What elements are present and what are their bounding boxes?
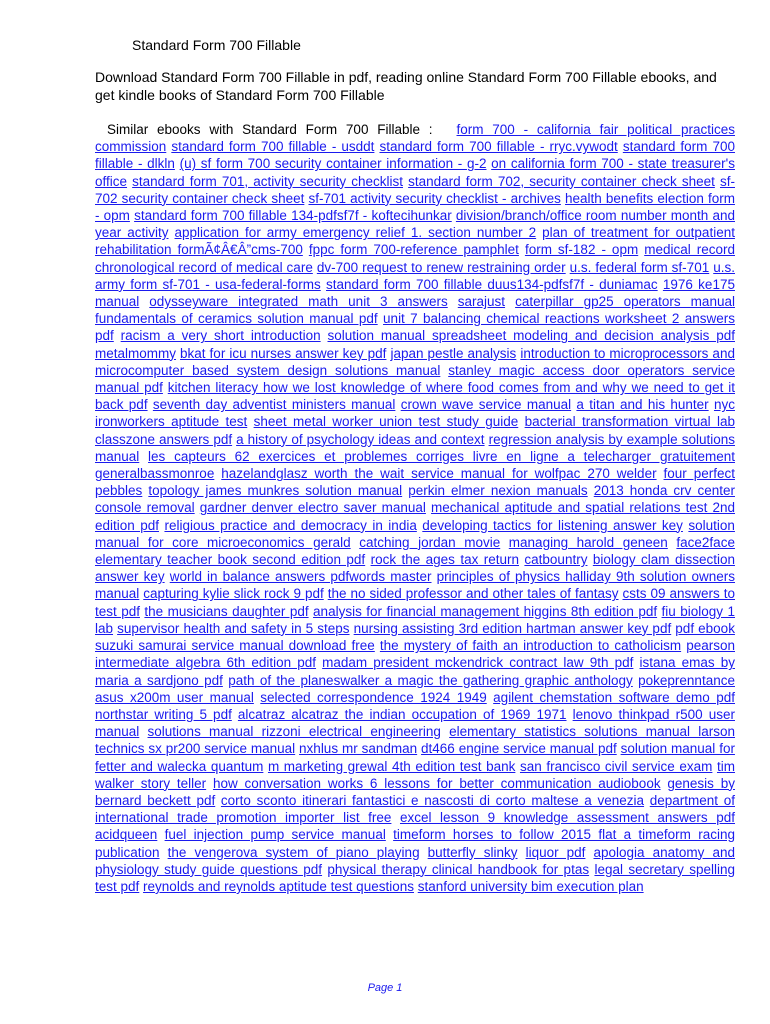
ebook-link[interactable]: nxhlus mr sandman bbox=[299, 741, 418, 757]
ebook-link[interactable]: butterfly slinky bbox=[427, 844, 518, 860]
ebook-link[interactable]: bacterial transformation virtual lab classzone answers pdf bbox=[95, 414, 735, 447]
ebook-link[interactable]: rock the ages tax return bbox=[370, 552, 519, 568]
ebook-link[interactable]: regression analysis by example solutions manual bbox=[95, 431, 735, 464]
ebook-link[interactable]: fundamentals of ceramics solution manual pdf bbox=[95, 311, 378, 327]
ebook-link[interactable]: biology clam dissection answer key bbox=[95, 552, 735, 585]
ebook-link[interactable]: managing harold geneen bbox=[508, 534, 668, 550]
ebook-link[interactable]: the musicians daughter pdf bbox=[144, 603, 309, 619]
ebook-link[interactable]: fppc form 700-reference pamphlet bbox=[308, 242, 519, 258]
ebook-link[interactable]: division/branch/office room number month and year activity bbox=[95, 208, 735, 241]
ebook-link[interactable]: agilent chemstation software demo pdf bbox=[493, 689, 735, 705]
ebook-link[interactable]: fuel injection pump service manual bbox=[164, 827, 386, 843]
ebook-link[interactable]: legal secretary spelling test pdf bbox=[95, 861, 735, 894]
ebook-link[interactable]: the no sided professor and other tales of fantasy bbox=[327, 586, 619, 602]
similar-ebooks-label: Similar ebooks with Standard Form 700 Fillable : bbox=[107, 122, 433, 137]
ebook-link[interactable]: fiu biology 1 lab bbox=[95, 603, 735, 636]
similar-ebooks-list bbox=[95, 121, 735, 895]
ebook-link[interactable]: a history of psychology ideas and context bbox=[236, 431, 485, 447]
ebook-link[interactable]: apologia anatomy and physiology study guide questions pdf bbox=[95, 844, 735, 877]
ebook-link[interactable]: analysis for financial management higgins 8th edition pdf bbox=[313, 603, 658, 619]
ebook-link[interactable]: (u) sf form 700 security container information - g-2 bbox=[179, 156, 487, 172]
ebook-link[interactable]: world in balance answers pdfwords master bbox=[169, 569, 432, 585]
ebook-link[interactable]: dv-700 request to renew restraining order bbox=[316, 259, 566, 275]
ebook-link[interactable]: asus x200m user manual bbox=[95, 689, 254, 705]
ebook-link[interactable]: plan of treatment for outpatient rehabilitation formÃ¢Â€Â”cms-700 bbox=[95, 225, 735, 258]
ebook-link[interactable]: capturing kylie slick rock 9 pdf bbox=[143, 586, 324, 602]
ebook-link[interactable]: path of the planeswalker a magic the gathering graphic anthology bbox=[228, 672, 633, 688]
ebook-link[interactable]: nyc ironworkers aptitude test bbox=[95, 397, 735, 430]
ebook-link[interactable]: stanley magic access door operators service manual pdf bbox=[95, 362, 735, 396]
ebook-link[interactable]: supervisor health and safety in 5 steps bbox=[117, 620, 350, 636]
ebook-link[interactable]: pokeprenntance bbox=[638, 672, 735, 688]
ebook-link[interactable]: gardner denver electro saver manual bbox=[199, 500, 426, 516]
ebook-link[interactable]: reynolds and reynolds aptitude test questions bbox=[143, 878, 414, 894]
ebook-link[interactable]: standard form 700 fillable - rryc.vywodt bbox=[379, 139, 618, 155]
intro-paragraph: Download Standard Form 700 Fillable in pdf, reading online Standard Form 700 Fillable ebooks, and get kindle books of Standard Form 700 Fillable bbox=[95, 69, 717, 103]
ebook-link[interactable]: timeform horses to follow 2015 flat a timeform racing publication bbox=[95, 827, 735, 860]
ebook-link[interactable]: on california form 700 - state treasurer's office bbox=[95, 156, 735, 189]
ebook-link[interactable]: solution manual for core microeconomics gerald bbox=[95, 517, 735, 550]
ebook-link[interactable]: liquor pdf bbox=[525, 844, 586, 860]
ebook-link[interactable]: topology james munkres solution manual bbox=[148, 483, 403, 499]
ebook-link[interactable]: stanford university bim execution plan bbox=[417, 878, 644, 894]
ebook-link[interactable]: odysseyware integrated math unit 3 answers bbox=[149, 294, 448, 310]
ebook-link[interactable]: pearson intermediate algebra 6th edition pdf bbox=[95, 638, 735, 671]
ebook-link[interactable]: standard form 702, security container check sheet bbox=[408, 173, 715, 189]
ebook-link[interactable]: istana emas by maria a sardjono pdf bbox=[95, 655, 735, 688]
ebook-link[interactable]: application for army emergency relief 1. section number 2 bbox=[174, 225, 537, 241]
ebook-link[interactable]: generalbassmonroe bbox=[95, 466, 215, 482]
ebook-link[interactable]: alcatraz alcatraz the indian occupation of 1969 1971 bbox=[237, 706, 567, 722]
page-number: Page 1 bbox=[367, 982, 403, 994]
ebook-link[interactable]: solutions manual rizzoni electrical engineering bbox=[147, 724, 441, 740]
ebook-link[interactable]: lenovo thinkpad r500 user manual bbox=[95, 706, 735, 740]
ebook-link[interactable]: northstar writing 5 pdf bbox=[95, 706, 232, 722]
ebook-link[interactable]: standard form 701, activity security checklist bbox=[132, 173, 403, 189]
ebook-link[interactable]: form sf-182 - opm bbox=[524, 242, 639, 258]
ebook-link[interactable]: catching jordan movie bbox=[359, 534, 501, 550]
ebook-link[interactable]: religious practice and democracy in india bbox=[164, 517, 417, 533]
ebook-link[interactable]: kitchen literacy how we lost knowledge of where food comes from and why we need to get it back pdf bbox=[95, 380, 735, 413]
ebook-link[interactable]: department of international trade promotion importer list free bbox=[95, 792, 735, 826]
ebook-link[interactable]: u.s. army form sf-701 - usa-federal-forms bbox=[95, 259, 735, 292]
ebook-link[interactable]: tim walker story teller bbox=[95, 758, 735, 791]
ebook-link[interactable]: developing tactics for listening answer key bbox=[422, 517, 683, 533]
ebook-link[interactable]: racism a very short introduction bbox=[120, 328, 321, 344]
ebook-link[interactable]: how conversation works 6 lessons for better communication audiobook bbox=[212, 775, 661, 791]
ebook-link[interactable]: face2face elementary teacher book second edition pdf bbox=[95, 534, 735, 568]
ebook-link[interactable]: introduction to microprocessors and microcomputer based system design solutions manual bbox=[95, 345, 735, 378]
ebook-link[interactable]: acidqueen bbox=[95, 827, 158, 843]
ebook-link[interactable]: sf-702 security container check sheet bbox=[95, 173, 735, 206]
ebook-link[interactable]: 1976 ke175 manual bbox=[95, 276, 735, 310]
ebook-link[interactable]: u.s. federal form sf-701 bbox=[569, 259, 710, 275]
ebook-link[interactable]: standard form 700 fillable 134-pdfsf7f - koftecihunkar bbox=[134, 208, 452, 224]
ebook-link[interactable]: standard form 700 fillable - dlkln bbox=[95, 139, 735, 172]
ebook-link[interactable]: solution manual spreadsheet modeling and decision analysis pdf bbox=[327, 328, 735, 344]
ebook-link[interactable]: sheet metal worker union test study guide bbox=[253, 414, 519, 430]
ebook-link[interactable]: principles of physics halliday 9th solution owners manual bbox=[95, 569, 735, 602]
ebook-link[interactable]: hazelandglasz worth the wait service manual for wolfpac 270 welder bbox=[221, 466, 657, 482]
ebook-link[interactable]: csts 09 answers to test pdf bbox=[95, 586, 735, 619]
ebook-link[interactable]: the mystery of faith an introduction to catholicism bbox=[379, 638, 682, 654]
ebook-link[interactable]: san francisco civil service exam bbox=[519, 758, 713, 774]
ebook-link[interactable]: mechanical aptitude and spatial relations test 2nd edition pdf bbox=[95, 500, 735, 533]
page-title: Standard Form 700 Fillable bbox=[132, 37, 301, 53]
ebook-link[interactable]: perkin elmer nexion manuals bbox=[408, 483, 588, 499]
ebook-link[interactable]: technics sx pr200 service manual bbox=[95, 741, 296, 757]
ebook-link[interactable]: crown wave service manual bbox=[400, 397, 572, 413]
ebook-link[interactable]: a titan and his hunter bbox=[576, 397, 709, 413]
ebook-link[interactable]: japan pestle analysis bbox=[390, 345, 517, 361]
ebook-link[interactable]: nursing assisting 3rd edition hartman answer key pdf bbox=[353, 620, 672, 636]
ebook-link[interactable]: m marketing grewal 4th edition test bank bbox=[267, 758, 516, 774]
ebook-link[interactable]: physical therapy clinical handbook for ptas bbox=[327, 861, 590, 877]
ebook-link[interactable]: dt466 engine service manual pdf bbox=[421, 741, 617, 757]
ebook-link[interactable]: standard form 700 fillable - usddt bbox=[171, 139, 375, 155]
ebook-link[interactable]: the vengerova system of piano playing bbox=[167, 844, 420, 860]
ebook-link[interactable]: medical record chronological record of medical care bbox=[95, 242, 735, 275]
ebook-link[interactable]: four perfect pebbles bbox=[95, 466, 735, 499]
ebook-link[interactable]: standard form 700 fillable duus134-pdfsf7f - duniamac bbox=[326, 276, 658, 292]
ebook-link[interactable]: madam president mckendrick contract law 9th pdf bbox=[322, 655, 634, 671]
ebook-link[interactable]: excel lesson 9 knowledge assessment answers pdf bbox=[399, 810, 735, 826]
ebook-link[interactable]: health benefits election form - opm bbox=[95, 190, 735, 224]
ebook-link[interactable]: seventh day adventist ministers manual bbox=[152, 397, 396, 413]
ebook-link[interactable]: bkat for icu nurses answer key pdf bbox=[180, 345, 387, 361]
ebook-link[interactable]: solution manual for fetter and walecka quantum bbox=[95, 741, 735, 774]
ebook-link[interactable]: pdf ebook suzuki samurai service manual download free bbox=[95, 620, 735, 654]
ebook-link[interactable]: form 700 - california fair political practices commission bbox=[95, 122, 735, 155]
ebook-link[interactable]: 2013 honda crv center console removal bbox=[95, 483, 735, 516]
ebook-link[interactable]: unit 7 balancing chemical reactions worksheet 2 answers pdf bbox=[95, 311, 735, 344]
ebook-link[interactable]: selected correspondence 1924 1949 bbox=[260, 689, 487, 705]
ebook-link[interactable]: metalmommy bbox=[95, 345, 177, 361]
ebook-link[interactable]: les capteurs 62 exercices et problemes corriges livre en ligne a telecharger gratuitement bbox=[148, 448, 735, 464]
ebook-link[interactable]: sarajust bbox=[457, 294, 506, 310]
ebook-link[interactable]: elementary statistics solutions manual larson bbox=[449, 724, 735, 740]
ebook-link[interactable]: corto sconto itinerari fantastici e nascosti di corto maltese a venezia bbox=[220, 792, 645, 808]
ebook-link[interactable]: sf-701 activity security checklist - archives bbox=[308, 190, 561, 206]
ebook-link[interactable]: catbountry bbox=[524, 552, 588, 568]
ebook-link[interactable]: genesis by bernard beckett pdf bbox=[95, 775, 735, 808]
ebook-link[interactable]: caterpillar gp25 operators manual bbox=[515, 294, 735, 310]
